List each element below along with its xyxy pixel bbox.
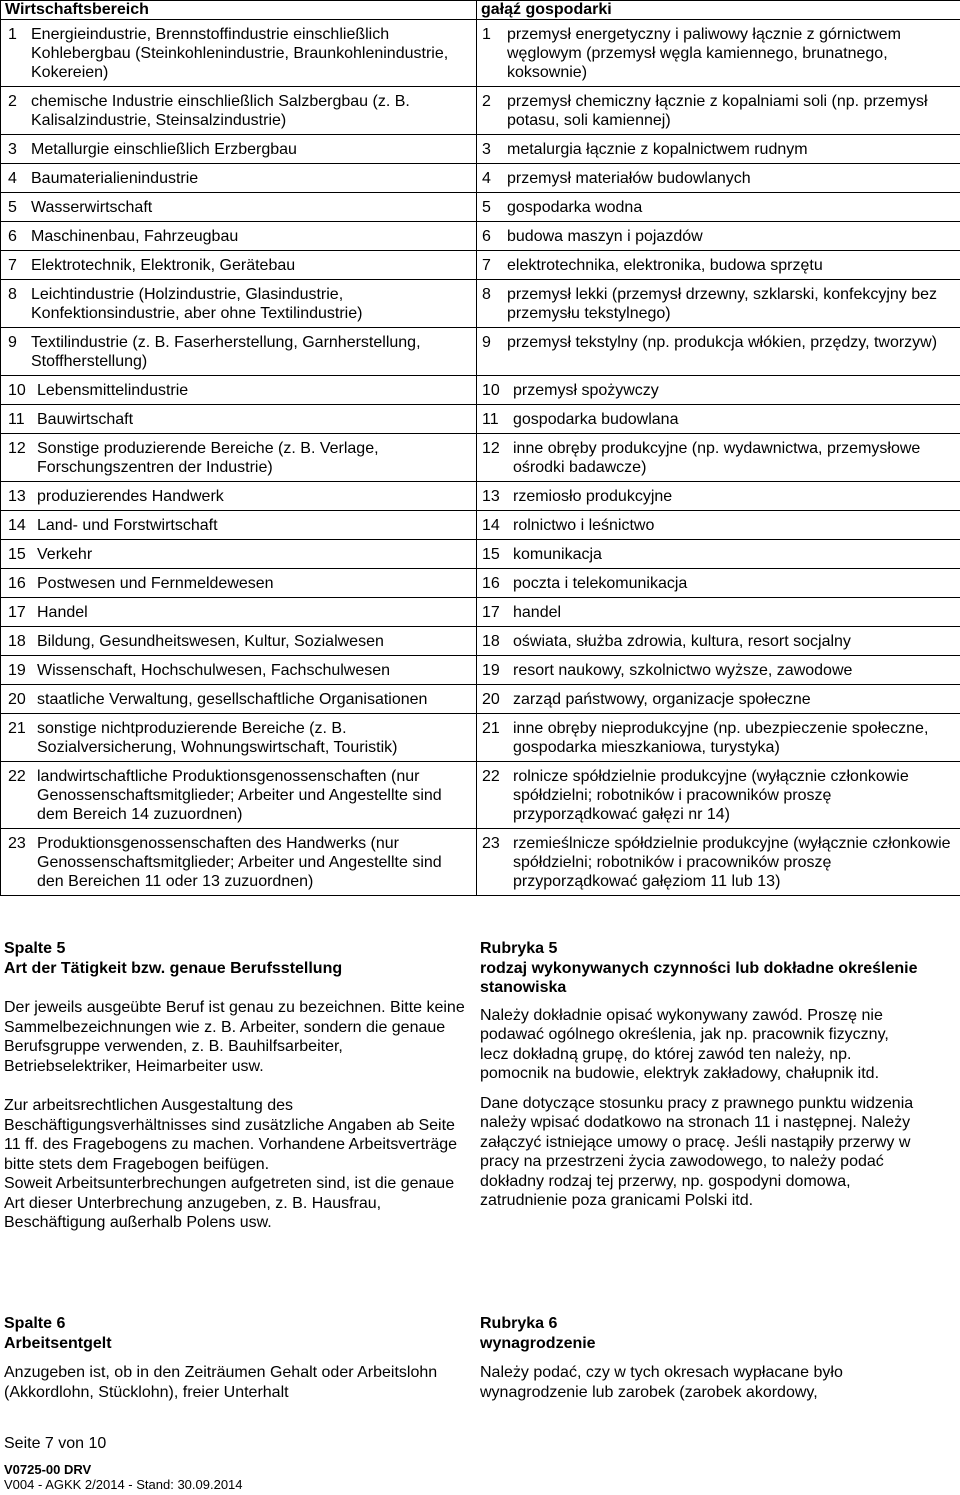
table-cell-pl bbox=[477, 714, 960, 762]
table-cell-pl bbox=[477, 222, 960, 251]
row-text: rolnicze spółdzielnie produkcyjne (wyłącznie członkowie spółdzielni; robotników i pracowników proszę przyporządkować gałęzi nr 14) bbox=[513, 768, 909, 823]
row-text: Verkehr bbox=[37, 546, 93, 563]
spalte5-pl-title: Rubryka 5 bbox=[480, 940, 558, 957]
row-text: Wissenschaft, Hochschulwesen, Fachschulwesen bbox=[37, 662, 391, 679]
table-cell-pl bbox=[477, 540, 960, 569]
table-cell-de bbox=[1, 627, 477, 656]
row-text: resort naukowy, szkolnictwo wyższe, zawodowe bbox=[513, 662, 853, 679]
table-cell-de bbox=[1, 164, 477, 193]
table-cell-pl bbox=[477, 20, 960, 87]
spalte6-pl-paragraph: Należy podać, czy w tych okresach wypłacane było wynagrodzenie lub zarobek (zarobek akordowy, bbox=[480, 1364, 843, 1401]
row-text: sonstige nichtproduzierende Bereiche (z. B. Sozialversicherung, Wohnungswirtschaft, Touristik) bbox=[37, 720, 398, 756]
table-cell-de bbox=[1, 376, 477, 405]
table-cell-de bbox=[1, 762, 477, 829]
row-number: 14 bbox=[482, 517, 500, 534]
row-number: 2 bbox=[8, 93, 17, 110]
page-footer bbox=[4, 1434, 243, 1492]
row-text: staatliche Verwaltung, gesellschaftliche Organisationen bbox=[37, 691, 428, 708]
row-number: 1 bbox=[482, 26, 491, 43]
table-cell-de bbox=[1, 829, 477, 896]
table-cell-pl bbox=[477, 511, 960, 540]
spalte5-pl-paragraph: Należy dokładnie opisać wykonywany zawód. Proszę nie podawać ogólnego określenia, jak np. pracownik fizyczny, lecz dokładną grupę, do której zawód ten należy, np. pomocnik na budowie, elektryk zakładowy, chałupnik itd. bbox=[480, 1006, 889, 1082]
row-text: Leichtindustrie (Holzindustrie, Glasindustrie, Konfektionsindustrie, aber ohne Textilindustrie) bbox=[31, 286, 363, 322]
row-number: 15 bbox=[482, 546, 500, 563]
row-text: Land- und Forstwirtschaft bbox=[37, 517, 218, 534]
row-text: Textilindustrie (z. B. Faserherstellung, Garnherstellung, Stoffherstellung) bbox=[31, 334, 421, 370]
row-number: 23 bbox=[8, 835, 26, 852]
table-row bbox=[1, 829, 960, 896]
row-text: gospodarka budowlana bbox=[513, 411, 679, 428]
row-number: 11 bbox=[482, 411, 499, 428]
row-text: Handel bbox=[37, 604, 88, 621]
spalte5-de-subtitle: Art der Tätigkeit bzw. genaue Berufsstellung bbox=[4, 959, 343, 977]
row-number: 9 bbox=[482, 334, 491, 351]
row-text: gospodarka wodna bbox=[507, 199, 643, 216]
table-cell-pl bbox=[477, 280, 960, 328]
table-row bbox=[1, 540, 960, 569]
table-row bbox=[1, 193, 960, 222]
row-text: przemysł tekstylny (np. produkcja włókien, przędzy, tworzyw) bbox=[507, 334, 938, 351]
table-cell-de bbox=[1, 405, 477, 434]
row-text: chemische Industrie einschließlich Salzbergbau (z. B. Kalisalzindustrie, Steinsalzindustrie) bbox=[31, 93, 410, 129]
row-text: inne obręby nieprodukcyjne (np. ubezpieczenie społeczne, gospodarka mieszkaniowa, turystyka) bbox=[513, 720, 929, 756]
table-row bbox=[1, 511, 960, 540]
table-row bbox=[1, 405, 960, 434]
table-cell-de bbox=[1, 685, 477, 714]
row-text: landwirtschaftliche Produktionsgenossenschaften (nur Genossenschaftsmitglieder; Arbeiter und Angestellte sind dem Bereich 14 zuzuordnen) bbox=[37, 768, 442, 823]
row-number: 1 bbox=[8, 26, 17, 43]
row-number: 8 bbox=[482, 286, 491, 303]
table-row bbox=[1, 685, 960, 714]
table-cell-pl bbox=[477, 405, 960, 434]
row-text: produzierendes Handwerk bbox=[37, 488, 224, 505]
row-number: 17 bbox=[482, 604, 500, 621]
table-cell-pl bbox=[477, 829, 960, 896]
table-row bbox=[1, 164, 960, 193]
table-cell-de bbox=[1, 434, 477, 482]
row-text: Sonstige produzierende Bereiche (z. B. Verlage, Forschungszentren der Industrie) bbox=[37, 440, 379, 476]
row-number: 20 bbox=[482, 691, 500, 708]
table-row bbox=[1, 280, 960, 328]
row-number: 4 bbox=[8, 170, 17, 187]
row-number: 18 bbox=[8, 633, 26, 650]
row-text: Bauwirtschaft bbox=[37, 411, 134, 428]
row-text: budowa maszyn i pojazdów bbox=[507, 228, 703, 245]
row-text: komunikacja bbox=[513, 546, 602, 563]
table-cell-pl bbox=[477, 627, 960, 656]
spalte5-pl-paragraph: Dane dotyczące stosunku pracy z prawnego punktu widzenia należy wpisać dodatkowo na stronach 11 i następnej. Należy załączyć istniejące umowy o pracę. Jeśli nastąpiły przerwy w pracy na przestrzeni życia zawodowego, to należy podać dokładny rodzaj tej przerwy, np. gospodyni domowa, zatrudnienie poza granicami Polski itd. bbox=[480, 1094, 914, 1209]
row-text: Postwesen und Fernmeldewesen bbox=[37, 575, 274, 592]
row-text: inne obręby produkcyjne (np. wydawnictwa, przemysłowe ośrodki badawcze) bbox=[513, 440, 921, 476]
table-cell-de bbox=[1, 482, 477, 511]
row-number: 12 bbox=[8, 440, 26, 457]
table-cell-pl bbox=[477, 328, 960, 376]
header-pl: gałąź gospodarki bbox=[477, 1, 960, 20]
table-row bbox=[1, 376, 960, 405]
table-cell-pl bbox=[477, 434, 960, 482]
row-number: 22 bbox=[482, 768, 500, 785]
table-row bbox=[1, 482, 960, 511]
row-text: zarząd państwowy, organizacje społeczne bbox=[513, 691, 811, 708]
spalte6-de-paragraph: Anzugeben ist, ob in den Zeiträumen Gehalt oder Arbeitslohn (Akkordlohn, Stücklohn), freier Unterhalt bbox=[4, 1364, 438, 1401]
table-row bbox=[1, 598, 960, 627]
row-number: 6 bbox=[482, 228, 491, 245]
page-number: Seite 7 von 10 bbox=[4, 1435, 107, 1452]
row-number: 17 bbox=[8, 604, 26, 621]
row-number: 23 bbox=[482, 835, 500, 852]
table-cell-de bbox=[1, 328, 477, 376]
row-text: Produktionsgenossenschaften des Handwerks (nur Genossenschaftsmitglieder; Arbeiter und Angestellte sind den Bereichen 11 oder 13 zuzuordnen) bbox=[37, 835, 442, 890]
table-cell-pl bbox=[477, 762, 960, 829]
spalte6-pl bbox=[480, 1314, 920, 1402]
table-cell-de bbox=[1, 511, 477, 540]
row-number: 20 bbox=[8, 691, 26, 708]
row-number: 5 bbox=[482, 199, 491, 216]
row-text: rzemieślnicze spółdzielnie produkcyjne (wyłącznie członkowie spółdzielni; robotników i pracowników proszę przyporządkować gałęziom 11 lub 13) bbox=[513, 835, 951, 890]
row-text: oświata, służba zdrowia, kultura, resort socjalny bbox=[513, 633, 851, 650]
row-number: 2 bbox=[482, 93, 491, 110]
table-cell-pl bbox=[477, 164, 960, 193]
table-header-row bbox=[1, 1, 960, 20]
table-cell-pl bbox=[477, 251, 960, 280]
spalte5-de bbox=[4, 939, 474, 1233]
table-cell-pl bbox=[477, 482, 960, 511]
table-cell-de bbox=[1, 714, 477, 762]
spalte5-pl bbox=[480, 939, 920, 1211]
spalte5-pl-subtitle: rodzaj wykonywanych czynności lub dokładne określenie stanowiska bbox=[480, 959, 918, 996]
row-number: 21 bbox=[8, 720, 26, 737]
row-number: 13 bbox=[8, 488, 26, 505]
row-number: 21 bbox=[482, 720, 500, 737]
table-row bbox=[1, 222, 960, 251]
table-row bbox=[1, 251, 960, 280]
row-number: 12 bbox=[482, 440, 500, 457]
spalte6-de bbox=[4, 1314, 474, 1402]
table-body bbox=[1, 20, 960, 896]
spalte5-de-paragraph: Zur arbeitsrechtlichen Ausgestaltung des Beschäftigungsverhältnisses sind zusätzliche Angaben ab Seite 11 ff. des Fragebogens zu machen. Vorhandene Arbeitsverträge bitte stets dem Fragebogen beifügen. bbox=[4, 1097, 458, 1173]
row-text: rzemiosło produkcyjne bbox=[513, 488, 673, 505]
row-number: 7 bbox=[482, 257, 491, 274]
table-cell-pl bbox=[477, 376, 960, 405]
row-number: 5 bbox=[8, 199, 17, 216]
row-text: Energieindustrie, Brennstoffindustrie einschließlich Kohlebergbau (Steinkohlenindustrie, Braunkohlenindustrie, Kokereien) bbox=[31, 26, 449, 81]
table-cell-de bbox=[1, 87, 477, 135]
table-cell-pl bbox=[477, 193, 960, 222]
table-cell-de bbox=[1, 222, 477, 251]
table-cell-de bbox=[1, 251, 477, 280]
table-row bbox=[1, 328, 960, 376]
table-row bbox=[1, 434, 960, 482]
table-row bbox=[1, 656, 960, 685]
row-number: 3 bbox=[8, 141, 17, 158]
row-number: 9 bbox=[8, 334, 17, 351]
row-number: 16 bbox=[8, 575, 26, 592]
row-text: elektrotechnika, elektronika, budowa sprzętu bbox=[507, 257, 823, 274]
form-version: V004 - AGKK 2/2014 - Stand: 30.09.2014 bbox=[4, 1477, 243, 1492]
row-number: 13 bbox=[482, 488, 500, 505]
row-text: Lebensmittelindustrie bbox=[37, 382, 189, 399]
row-text: rolnictwo i leśnictwo bbox=[513, 517, 655, 534]
table-cell-pl bbox=[477, 135, 960, 164]
row-text: metalurgia łącznie z kopalnictwem rudnym bbox=[507, 141, 808, 158]
table-row bbox=[1, 627, 960, 656]
spalte6-pl-subtitle: wynagrodzenie bbox=[480, 1334, 596, 1352]
row-text: przemysł spożywczy bbox=[513, 382, 659, 399]
spalte6-pl-title: Rubryka 6 bbox=[480, 1315, 558, 1332]
row-number: 15 bbox=[8, 546, 26, 563]
table-cell-de bbox=[1, 598, 477, 627]
row-number: 10 bbox=[8, 382, 26, 399]
row-text: przemysł lekki (przemysł drzewny, szklarski, konfekcyjny bez przemysłu tekstylnego) bbox=[507, 286, 938, 322]
table-row bbox=[1, 714, 960, 762]
row-number: 8 bbox=[8, 286, 17, 303]
table-cell-de bbox=[1, 280, 477, 328]
row-text: handel bbox=[513, 604, 562, 621]
table-cell-pl bbox=[477, 87, 960, 135]
row-text: Baumaterialienindustrie bbox=[31, 170, 199, 187]
table-cell-pl bbox=[477, 656, 960, 685]
table-cell-de bbox=[1, 569, 477, 598]
table-cell-de bbox=[1, 193, 477, 222]
header-de: Wirtschaftsbereich bbox=[1, 1, 477, 20]
row-number: 7 bbox=[8, 257, 17, 274]
row-text: przemysł materiałów budowlanych bbox=[507, 170, 751, 187]
table-row bbox=[1, 762, 960, 829]
row-number: 14 bbox=[8, 517, 26, 534]
row-number: 18 bbox=[482, 633, 500, 650]
form-code: V0725-00 DRV bbox=[4, 1462, 92, 1477]
spalte6-de-subtitle: Arbeitsentgelt bbox=[4, 1334, 112, 1352]
table-cell-pl bbox=[477, 598, 960, 627]
row-number: 3 bbox=[482, 141, 491, 158]
row-text: przemysł chemiczny łącznie z kopalniami soli (np. przemysł potasu, soli kamiennej) bbox=[507, 93, 928, 129]
row-text: Maschinenbau, Fahrzeugbau bbox=[31, 228, 239, 245]
table-row bbox=[1, 20, 960, 87]
row-number: 19 bbox=[8, 662, 26, 679]
row-text: Bildung, Gesundheitswesen, Kultur, Sozialwesen bbox=[37, 633, 384, 650]
row-text: Wasserwirtschaft bbox=[31, 199, 153, 216]
row-number: 4 bbox=[482, 170, 491, 187]
table-cell-pl bbox=[477, 685, 960, 714]
row-number: 16 bbox=[482, 575, 500, 592]
row-number: 10 bbox=[482, 382, 500, 399]
row-text: Metallurgie einschließlich Erzbergbau bbox=[31, 141, 297, 158]
table-row bbox=[1, 135, 960, 164]
row-number: 11 bbox=[8, 411, 25, 428]
spalte5-de-title: Spalte 5 bbox=[4, 940, 66, 957]
table-cell-de bbox=[1, 656, 477, 685]
spalte5-de-paragraph: Soweit Arbeitsunterbrechungen aufgetreten sind, ist die genaue Art dieser Unterbrechung anzugeben, z. B. Hausfrau, Beschäftigung außerhalb Polens usw. bbox=[4, 1175, 455, 1231]
row-number: 19 bbox=[482, 662, 500, 679]
spalte5-de-paragraph: Der jeweils ausgeübte Beruf ist genau zu bezeichnen. Bitte keine Sammelbezeichnungen wie z. B. Arbeiter, sondern die genaue Berufsgruppe verwenden, z. B. Bauhilfsarbeiter, Betriebselektriker, Heimarbeiter usw. bbox=[4, 999, 465, 1075]
row-text: przemysł energetyczny i paliwowy łącznie z górnictwem węglowym (przemysł węgla kamiennego, brunatnego, koksownie) bbox=[507, 26, 901, 81]
row-text: poczta i telekomunikacja bbox=[513, 575, 688, 592]
spalte6-de-title: Spalte 6 bbox=[4, 1315, 66, 1332]
table-cell-de bbox=[1, 540, 477, 569]
table-cell-pl bbox=[477, 569, 960, 598]
table-row bbox=[1, 87, 960, 135]
table-cell-de bbox=[1, 135, 477, 164]
row-text: Elektrotechnik, Elektronik, Gerätebau bbox=[31, 257, 296, 274]
row-number: 22 bbox=[8, 768, 26, 785]
table-row bbox=[1, 569, 960, 598]
table-cell-de bbox=[1, 20, 477, 87]
row-number: 6 bbox=[8, 228, 17, 245]
